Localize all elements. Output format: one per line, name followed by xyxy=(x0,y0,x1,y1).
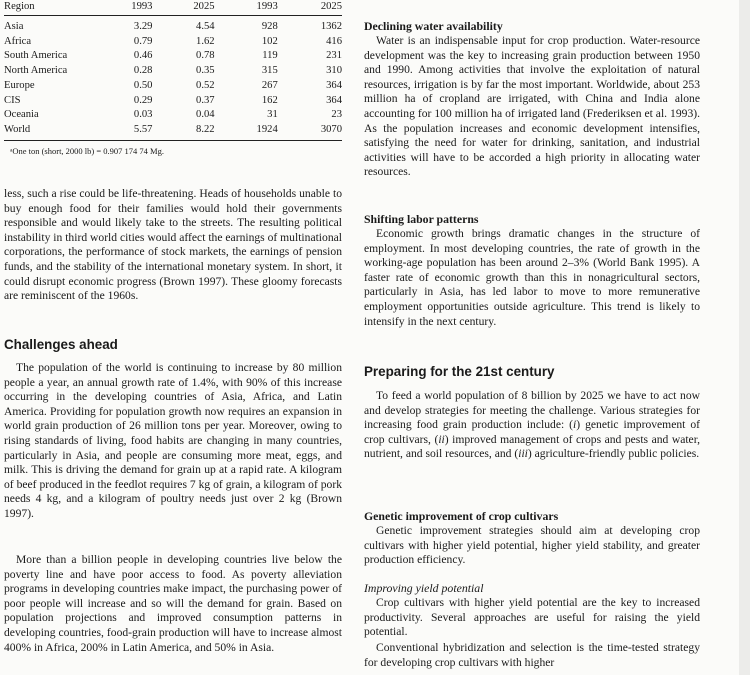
body-paragraph: Crop cultivars with higher yield potential are the key to increased productivity. Several approaches are useful for raising the yield potential. xyxy=(364,596,700,639)
value-cell: 1362 xyxy=(320,21,342,32)
subsubsection-heading: Improving yield potential xyxy=(364,581,484,595)
value-cell: 0.04 xyxy=(196,109,215,121)
table-row xyxy=(4,123,342,138)
value-cell: 102 xyxy=(261,35,278,47)
header-cell: Region xyxy=(4,1,35,12)
value-cell: 315 xyxy=(261,65,278,77)
value-cell: 0.78 xyxy=(196,50,215,62)
value-cell: 4.54 xyxy=(196,21,215,32)
body-paragraph: More than a billion people in developing countries live below the poverty line and have poor access to food. As poverty alleviation programs in developing countries make impact, the purchasing power of poor people will increase and so will the demand for grain. Based on population projections and improved consumption patterns in developing countries, food-grain production will have to increase almost 400% in Africa, 200% in Latin America, and 50% in Asia. xyxy=(4,553,342,654)
region-cell: North America xyxy=(4,65,68,77)
right-column xyxy=(364,0,700,675)
region-cell: Africa xyxy=(4,35,32,47)
value-cell: 1.62 xyxy=(196,35,215,47)
value-cell: 0.46 xyxy=(133,50,153,62)
value-cell: 31 xyxy=(267,109,278,121)
value-cell: 0.52 xyxy=(196,79,215,91)
value-cell: 0.35 xyxy=(196,65,215,77)
value-cell: 364 xyxy=(326,94,342,106)
table-body xyxy=(4,20,342,138)
value-cell: 3.29 xyxy=(133,21,153,32)
region-cell: CIS xyxy=(4,94,21,106)
page-edge xyxy=(739,0,750,675)
body-paragraph: Water is an indispensable input for crop production. Water-resource development was the key to increasing grain production between 1950 and 1990. Among activities that involve the exploitation of natural resources, irrigation is by far the most important. Worldwide, about 253 million ha of cropland are irrigated, with China and India alone accounting for 100 million ha of irrigated land (Frederiksen et al. 1993). As the population increases and economic development intensifies, satisfying the need for water for drinking, sanitation, and industrial activities will have to be accorded a high priority in allocating water resources. xyxy=(364,34,700,179)
header-cell: 1993 xyxy=(131,1,153,12)
value-cell: 267 xyxy=(261,79,278,91)
table-bottom-rule xyxy=(4,140,342,141)
value-cell: 928 xyxy=(261,21,278,32)
header-cell: 1993 xyxy=(256,1,278,12)
value-cell: 0.03 xyxy=(133,109,153,121)
table-row xyxy=(4,35,342,50)
value-cell: 0.50 xyxy=(133,79,153,91)
value-cell: 231 xyxy=(326,50,342,62)
value-cell: 0.29 xyxy=(133,94,153,106)
subsection-heading: Genetic improvement of crop cultivars xyxy=(364,509,559,523)
section-heading: Preparing for the 21st century xyxy=(364,364,555,379)
table-row xyxy=(4,49,342,64)
body-paragraph: To feed a world population of 8 billion by 2025 we have to act now and develop strategies for meeting the challenge. Various strategies for increasing food grain production include: (i) genetic improvement of crop cultivars, (ii) improved management of crops and pests and water, nutrient, and soil resources, and (iii) agriculture-friendly public policies. xyxy=(364,389,700,461)
header-cell: 2025 xyxy=(193,1,215,12)
value-cell: 8.22 xyxy=(196,123,215,135)
region-cell: Oceania xyxy=(4,109,39,121)
header-cell: 2025 xyxy=(320,1,342,12)
value-cell: 1924 xyxy=(256,123,278,135)
body-paragraph: Economic growth brings dramatic changes in the structure of employment. In most developing countries, the rate of growth in the working-age population has been around 2–3% (World Bank 1995). A faster rate of economic growth than this in nonagricultural sectors, particularly in Asia, has led labor to move to more remunerative employment opportunities outside agriculture. This trend is likely to intensify in the next century. xyxy=(364,227,700,328)
subsection-heading: Declining water availability xyxy=(364,19,503,33)
section-heading: Challenges ahead xyxy=(4,337,118,352)
subsection-heading: Shifting labor patterns xyxy=(364,212,479,226)
value-cell: 3070 xyxy=(320,123,342,135)
value-cell: 0.37 xyxy=(196,94,215,106)
table-header-row xyxy=(4,0,342,15)
table-row xyxy=(4,94,342,109)
region-cell: South America xyxy=(4,50,68,62)
value-cell: 364 xyxy=(326,79,342,91)
table-row xyxy=(4,108,342,123)
left-column xyxy=(4,0,342,675)
body-paragraph: less, such a rise could be life-threatening. Heads of households unable to buy enough food for their families would hold their governments responsible and would likely take to the streets. The resulting political instability in third world cities would affect the earnings of multinational corporations, the performance of stock markets, the earnings of pension funds, and the stability of the international monetary system. In short, it could disrupt economic progress (Brown 1997). These gloomy forecasts are reminiscent of the 1960s. xyxy=(4,187,342,303)
value-cell: 23 xyxy=(331,109,342,121)
region-cell: Asia xyxy=(4,21,24,32)
value-cell: 119 xyxy=(262,50,278,62)
table-header-rule xyxy=(4,15,342,16)
region-cell: World xyxy=(4,123,31,135)
value-cell: 0.28 xyxy=(133,65,153,77)
value-cell: 5.57 xyxy=(133,123,153,135)
value-cell: 162 xyxy=(261,94,278,106)
table-row xyxy=(4,20,342,35)
population-food-table xyxy=(4,0,342,15)
value-cell: 310 xyxy=(326,65,342,77)
body-paragraph: Genetic improvement strategies should aim at developing crop cultivars with higher yield potential, higher yield stability, and greater production efficiency. xyxy=(364,524,700,567)
table-footnote: ᵃOne ton (short, 2000 lb) = 0.907 174 74 Mg. xyxy=(10,146,164,156)
value-cell: 0.79 xyxy=(133,35,153,47)
region-cell: Europe xyxy=(4,79,35,91)
table-row xyxy=(4,64,342,79)
body-paragraph: The population of the world is continuing to increase by 80 million people a year, an annual growth rate of 1.4%, with 90% of this increase occurring in the developing countries of Asia, Africa, and Latin America. Providing for population growth now requires an expansion in world grain production of 26 million tons per year. Moreover, owing to rising standards of living, food habits are changing in many countries, particularly in Asia, and people are consuming more meat, eggs, and milk. This is driving the demand for grain up at a rapid rate. A kilogram of beef produced in the feedlot requires 7 kg of grain, a kilogram of pork needs 4 kg, and a kilogram of poultry needs just over 2 kg (Brown 1997). xyxy=(4,361,342,520)
body-paragraph: Conventional hybridization and selection is the time-tested strategy for developing crop cultivars with higher xyxy=(364,641,700,669)
table-row xyxy=(4,79,342,94)
value-cell: 416 xyxy=(326,35,342,47)
